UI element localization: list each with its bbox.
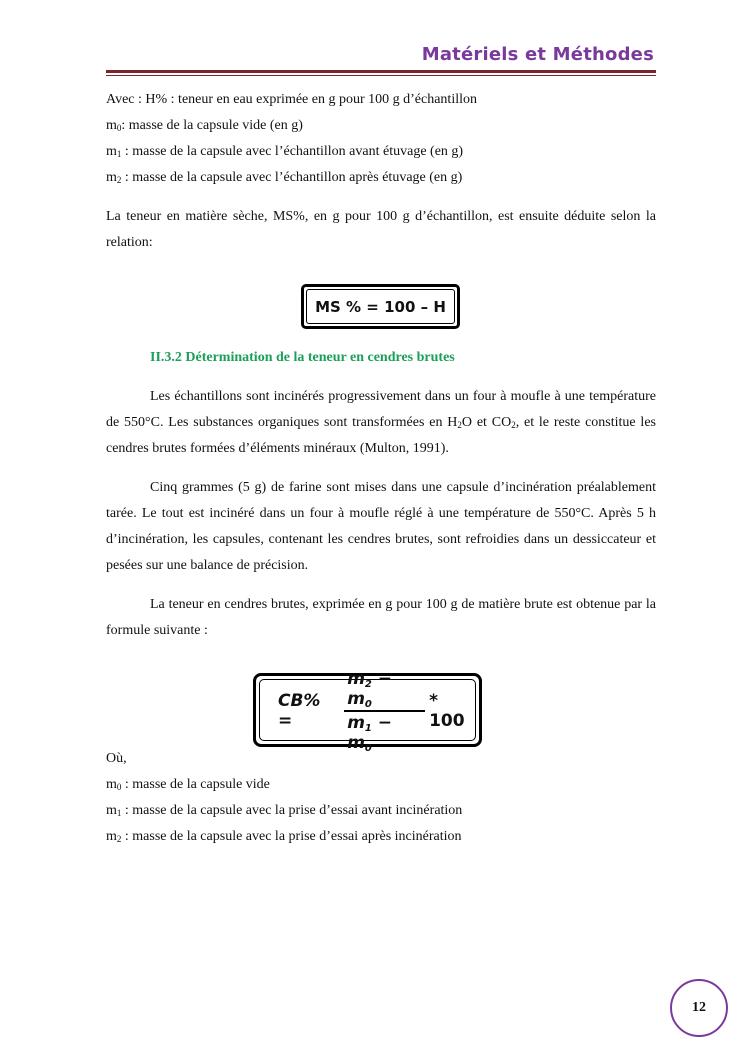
legend-line-h: Avec : H% : teneur en eau exprimée en g pour 100 g d’échantillon bbox=[106, 92, 477, 107]
legend-line-m1: $m_1$ : masse de la capsule avec l’échantillon avant étuvage (en g) bbox=[106, 144, 464, 159]
header-rule-thin bbox=[106, 75, 656, 76]
section-heading: II.3.2 Détermination de la teneur en cendres brutes bbox=[150, 350, 455, 365]
formula-cb bbox=[278, 669, 479, 754]
legend2-line-m2: $m_2$ : masse de la capsule avec la prise d’essai après incinération bbox=[106, 829, 462, 844]
paragraph-incineration: Les échantillons sont incinérés progressivement dans un four à moufle à une température de 550°C. Les substances organiques sont transformées en $H_2O$ et $CO_2$, et le reste constitue les cendres brutes formées d’éléments minéraux (Multon, 1991). bbox=[106, 389, 656, 456]
formula-ms: MS % = 100 – H bbox=[315, 297, 446, 316]
legend2-line-m0: $m_0$ : masse de la capsule vide bbox=[106, 777, 270, 792]
legend2-line-m1: $m_1$ : masse de la capsule avec la prise d’essai avant incinération bbox=[106, 803, 463, 818]
formula-cb-fraction bbox=[344, 669, 425, 753]
formula-cb-numerator: $m_2 - m_0$ bbox=[344, 669, 425, 712]
formula-cb-box bbox=[253, 669, 482, 754]
legend-line-m2: $m_2$ : masse de la capsule avec l’échantillon après étuvage (en g) bbox=[106, 170, 463, 185]
formula-cb-denominator: $m_1 - m_0$ bbox=[347, 713, 393, 754]
formula-cb-lhs: CB% = bbox=[278, 691, 321, 731]
paragraph-protocol: Cinq grammes (5 g) de farine sont mises dans une capsule d’incinération préalablement tarée. Le tout est incinéré dans un four à moufle réglé à une température de 550°C. Après 5 h d’incinération, les capsules, contenant les cendres brutes, sont refroidies dans un dessiccateur et pesées sur une balance de précision. bbox=[106, 480, 656, 573]
header-title: Matériels et Méthodes bbox=[421, 44, 654, 65]
paragraph-dry-matter: La teneur en matière sèche, MS%, en g pour 100 g d’échantillon, est ensuite déduite selon la relation: bbox=[106, 209, 656, 250]
legend-line-m0: $m_0$: masse de la capsule vide (en g) bbox=[106, 118, 303, 133]
paragraph-formula-intro: La teneur en cendres brutes, exprimée en g pour 100 g de matière brute est obtenue par la formule suivante : bbox=[106, 597, 656, 638]
header-rule-thick bbox=[106, 70, 656, 73]
formula-ms-box bbox=[301, 284, 460, 329]
legend2-intro: Où, bbox=[106, 751, 127, 766]
page-number: 12 bbox=[670, 979, 728, 1037]
formula-cb-rhs: * 100 bbox=[429, 691, 465, 731]
